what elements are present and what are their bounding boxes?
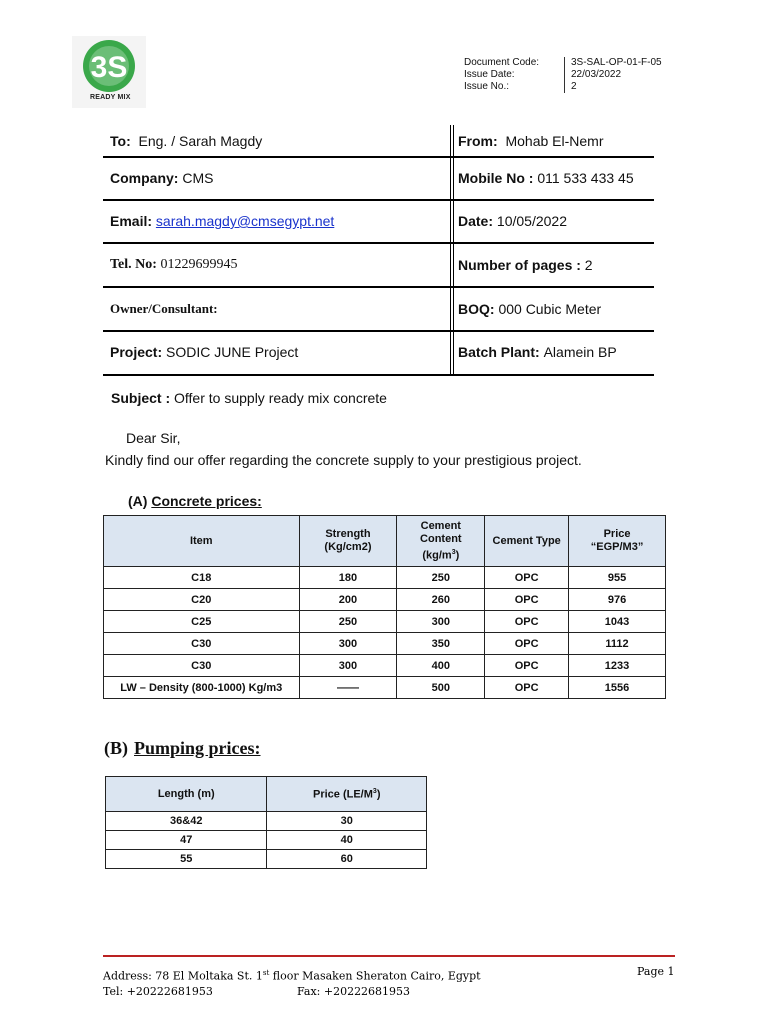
header-divider-2: [453, 125, 454, 375]
table-header-row: [106, 777, 427, 812]
section-b-heading: [104, 738, 261, 759]
table-cell: 976: [569, 589, 666, 611]
greeting: Dear Sir,: [126, 430, 181, 446]
footer-address: Address: 78 El Moltaka St. 1st floor Masaken Sheraton Cairo, Egypt: [103, 969, 481, 983]
table-row: [104, 567, 666, 589]
document-info: [464, 57, 662, 93]
table-cell: OPC: [485, 633, 569, 655]
to-value: Eng. / Sarah Magdy: [138, 133, 263, 149]
boq-label: BOQ:: [458, 301, 495, 317]
section-b-prefix: (B): [104, 738, 128, 758]
table-cell: C30: [104, 655, 300, 677]
col-price: Price “EGP/M3”: [569, 516, 666, 567]
table-cell: 60: [267, 850, 427, 869]
footer-rule: [103, 955, 675, 957]
col-cement-content: Cement Content $(kg/m^3)$: [397, 516, 485, 567]
to-label: To:: [110, 133, 131, 149]
logo-caption: READY MIX: [90, 94, 131, 101]
batch-label: Batch Plant:: [458, 344, 540, 360]
issue-date-value: 22/03/2022: [564, 69, 621, 81]
batch-value: Alamein BP: [543, 344, 617, 360]
col-cement-type: Cement Type: [485, 516, 569, 567]
section-a-heading: [128, 493, 262, 509]
header-rule: [103, 286, 654, 288]
footer-tel: Tel: +20222681953: [103, 985, 213, 998]
doc-code-value: 3S-SAL-OP-01-F-05: [564, 57, 662, 69]
table-cell: 250: [299, 611, 397, 633]
header-rule: [103, 330, 654, 332]
table-cell: OPC: [485, 567, 569, 589]
doc-code-label: Document Code:: [464, 57, 540, 68]
project-value: SODIC JUNE Project: [166, 344, 299, 360]
subject-label: Subject :: [111, 390, 171, 406]
to-field: [110, 128, 262, 154]
table-cell: 250: [397, 567, 485, 589]
from-label: From:: [458, 133, 498, 149]
table-cell: 400: [397, 655, 485, 677]
subject-value: Offer to supply ready mix concrete: [174, 390, 387, 406]
table-cell: 180: [299, 567, 397, 589]
table-cell: C30: [104, 633, 300, 655]
pumping-prices-table: [105, 776, 427, 869]
concrete-prices-table: [103, 515, 666, 699]
pages-value: 2: [584, 257, 593, 273]
table-cell: 30: [267, 812, 427, 831]
table-cell: ——: [299, 677, 397, 699]
batch-field: [458, 339, 617, 365]
table-cell: 55: [106, 850, 267, 869]
header-divider: [450, 125, 451, 375]
table-row: [106, 812, 427, 831]
issue-date-label: Issue Date:: [464, 69, 515, 80]
table-cell: OPC: [485, 611, 569, 633]
table-cell: 300: [299, 655, 397, 677]
table-cell: C18: [104, 567, 300, 589]
date-field: [458, 208, 567, 234]
pages-field: [458, 252, 593, 278]
table-cell: OPC: [485, 677, 569, 699]
issue-no-value: 2: [564, 81, 577, 93]
table-cell: 955: [569, 567, 666, 589]
mobile-label: Mobile No :: [458, 170, 534, 186]
project-label: Project:: [110, 344, 163, 360]
header-rule: [103, 199, 654, 201]
table-cell: OPC: [485, 589, 569, 611]
date-value: 10/05/2022: [496, 213, 567, 229]
table-header-row: [104, 516, 666, 567]
boq-value: 000 Cubic Meter: [498, 301, 602, 317]
table-cell: 1043: [569, 611, 666, 633]
from-value: Mohab El-Nemr: [505, 133, 604, 149]
company-value: CMS: [182, 170, 214, 186]
table-row: [104, 677, 666, 699]
intro-text: Kindly find our offer regarding the concrete supply to your prestigious project.: [105, 452, 582, 468]
col-strength: Strength (Kg/cm2): [299, 516, 397, 567]
header-rule: [103, 242, 654, 244]
tel-field: [110, 252, 237, 278]
table-row: [104, 611, 666, 633]
section-a-prefix: (A): [128, 493, 148, 509]
email-field: [110, 208, 334, 234]
page-number: Page 1: [637, 965, 675, 978]
table-row: [104, 655, 666, 677]
table-cell: 350: [397, 633, 485, 655]
col-length: Length (m): [106, 777, 267, 812]
table-cell: 300: [397, 611, 485, 633]
tel-label: Tel. No:: [110, 257, 157, 272]
table-row: [106, 831, 427, 850]
col-pump-price: Price $(LE/M^3)$: [267, 777, 427, 812]
footer-fax: Fax: +20222681953: [297, 985, 411, 998]
table-cell: LW – Density (800-1000) Kg/m3: [104, 677, 300, 699]
table-cell: 47: [106, 831, 267, 850]
table-cell: 40: [267, 831, 427, 850]
header-rule: [103, 374, 654, 376]
subject-line: [111, 390, 387, 406]
company-label: Company:: [110, 170, 179, 186]
section-a-title: Concrete prices:: [151, 493, 262, 509]
header-rule: [103, 156, 654, 158]
table-cell: OPC: [485, 655, 569, 677]
table-cell: 36&42: [106, 812, 267, 831]
issue-no-label: Issue No.:: [464, 81, 510, 92]
owner-label: Owner/Consultant:: [110, 301, 218, 316]
email-link[interactable]: sarah.magdy@cmsegypt.net: [155, 213, 335, 229]
from-field: [458, 128, 603, 154]
table-row: [106, 850, 427, 869]
owner-field: [110, 296, 218, 322]
pages-label: Number of pages :: [458, 257, 581, 273]
mobile-value: 011 533 433 45: [537, 170, 634, 186]
boq-field: [458, 296, 601, 322]
company-field: [110, 165, 213, 191]
email-label: Email:: [110, 213, 153, 229]
table-row: [104, 633, 666, 655]
table-cell: 260: [397, 589, 485, 611]
table-cell: 500: [397, 677, 485, 699]
table-row: [104, 589, 666, 611]
mobile-field: [458, 165, 634, 191]
table-cell: 200: [299, 589, 397, 611]
date-label: Date:: [458, 213, 494, 229]
col-item: Item: [104, 516, 300, 567]
table-cell: 1112: [569, 633, 666, 655]
table-cell: C20: [104, 589, 300, 611]
tel-value: 01229699945: [160, 257, 238, 272]
logo-mark: 3S: [90, 51, 128, 84]
table-cell: 1556: [569, 677, 666, 699]
table-cell: C25: [104, 611, 300, 633]
table-cell: 1233: [569, 655, 666, 677]
section-b-title: Pumping prices:: [134, 738, 261, 758]
project-field: [110, 339, 298, 365]
table-cell: 300: [299, 633, 397, 655]
